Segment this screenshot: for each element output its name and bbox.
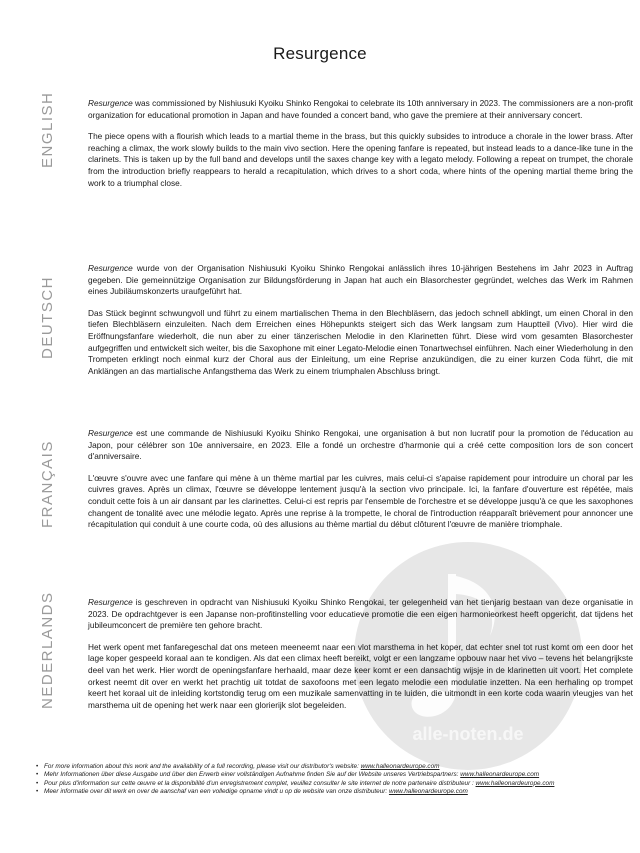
- page-title: Resurgence: [273, 44, 367, 63]
- section-francais-text: [88, 428, 633, 541]
- language-label-deutsch: DEUTSCH: [39, 275, 56, 359]
- section-deutsch-text: [88, 263, 633, 387]
- distributor-link[interactable]: www.halleonardeurope.com: [360, 763, 440, 770]
- language-label-english: ENGLISH: [39, 91, 56, 168]
- distributor-link[interactable]: www.halleonardeurope.com: [475, 779, 555, 787]
- paragraph: The piece opens with a flourish which leads to a martial theme in the brass, but this quickly subsides to introduce a chorale in the lower brass. After reaching a climax, the work slowly builds to the main vivo section. Here the opening fanfare is repeated, but instead leads to a dance-like tune in the clarinets. This is taken up by the full band and develops until the saxes change key with a legato melody. Following a repeat on trumpet, the chorale from the introduction briefly reappears to herald a recapitulation, which drives to a short coda, where hints of the opening martial theme bring the work to a triumphal close.: [88, 131, 633, 188]
- section-francais: [30, 428, 633, 588]
- section-english: [30, 91, 633, 248]
- paragraph: Das Stück beginnt schwungvoll und führt zu einem martialischen Thema in den Blechbläsern, das jedoch schnell abklingt, um einen Choral in den tiefen Blechbläsern einzuleiten. Nach dem Erreichen eines Höhepunkts steigert sich das Werk langsam zum Hauptteil (Vivo). Hier wird die Eröffnungsfanfare wiederholt, die nun aber zu einer tänzerischen Melodie in den Klarinetten führt. Diese wird vom gesamten Blasorchester aufgegriffen und entwickelt sich weiter, bis die Saxophone mit einer Legato-Melodie einen Tonartwechsel einführen. Nach einer Wiederholung in den Trompeten erklingt noch einmal kurz der Choral aus der Einleitung, um eine Reprise anzukündigen, die zu einer kurzen Coda führt, die mit Anklängen an das martialische Anfangsthema das Werk zu einem triumphalen Abschluss bringt.: [88, 307, 633, 376]
- paragraph: Resurgence is geschreven in opdracht van Nishiusuki Kyoiku Shinko Rengokai, ter gelegenheid van het tienjarig bestaan van deze organisatie in 2023. De opdrachtgever is een Japanse non-profitinstelling voor educatieve promotie die een eigen harmonieorkest heeft opgericht, dat tijdens het jubileumconcert de première ten gehore bracht.: [88, 597, 633, 631]
- watermark-text: alle-noten.de: [412, 724, 524, 744]
- paragraph: Resurgence est une commande de Nishiusuki Kyoiku Shinko Rengokai, une organisation à but non lucratif pour la promotion de l'éducation au Japon, pour célébrer son 10e anniversaire, en 2023. Elle a fondé un orchestre d'harmonie qui a créé cette composition lors de son concert d'anniversaire.: [88, 428, 633, 462]
- footnote: • Mehr Informationen über diese Ausgabe und über den Erwerb einer vollständigen Aufnahme finden Sie auf der Website unseres Vertriebspartners: www.halleonardeurope.com: [36, 771, 606, 779]
- section-nederlands: [30, 591, 633, 757]
- paragraph: Resurgence wurde von der Organisation Nishiusuki Kyoiku Shinko Rengokai anlässlich ihres 10-jährigen Bestehens im Jahr 2023 in Auftrag gegeben. Die gemeinnützige Organisation zur Bildungsförderung in Japan hat auch ein Blasorchester gegründet, welches das Werk im Rahmen eines Jubiläumskonzerts uraufgeführt hat.: [88, 263, 633, 297]
- paragraph: Resurgence was commissioned by Nishiusuki Kyoiku Shinko Rengokai to celebrate its 10th anniversary in 2023. The commissioners are a non-profit organization for educational promotion in Japan and have founded a concert band, who gave the premiere at their anniversary concert.: [88, 98, 633, 120]
- footnote: • Meer informatie over dit werk en over de aanschaf van een volledige opname vindt u op de website van onze distributeur: www.halleonardeurope.com: [36, 788, 606, 796]
- section-deutsch: [30, 263, 633, 413]
- footnote: • For more information about this work and the availability of a full recording, please visit our distributor's website: www.halleonardeurope.com: [36, 763, 606, 771]
- distributor-link[interactable]: www.halleonardeurope.com: [460, 771, 540, 779]
- section-english-text: [88, 98, 633, 199]
- language-label-nederlands: NEDERLANDS: [39, 591, 56, 709]
- section-nederlands-text: [88, 597, 633, 721]
- paragraph: Het werk opent met fanfaregeschal dat ons meteen meeneemt naar een vlot marsthema in het koper, dat echter snel tot rust komt om een door het lage koper gespeeld koraal aan te kondigen. Als dat een climax heeft bereikt, volgt er een langzame opbouw naar het vivo – tevens het belangrijkste deel van het werk. Hier wordt de openingsfanfare herhaald, maar deze keer komt er een dansachtig wijsje in de klarinetten uit voort. Het complete orkest neemt dit over en werkt het prachtig uit totdat de saxofoons met een legato melodie een modulatie inzetten. Na een herhaling op trompet keert het koraal uit de inleiding kortstondig terug om een muzikale samenvatting in te luiden, die uitmondt in een korte coda waarin vleugjes van het marsthema uit de opening het werk naar een glorierijk slot begeleiden.: [88, 641, 633, 710]
- paragraph: L'œuvre s'ouvre avec une fanfare qui mène à un thème martial par les cuivres, mais celui-ci s'apaise rapidement pour introduire un choral par les cuivres graves. Après un climax, l'œuvre se développe lentement jusqu'à la section vivo principale. Ici, la fanfare d'ouverture est répétée, mais conduit cette fois à un air dansant par les clarinettes. Celui-ci est repris par l'ensemble de l'orchestre et se développe jusqu'à ce que les saxophones changent de tonalité avec une mélodie legato. Après une reprise à la trompette, le choral de l'introduction réapparaît brièvement pour annoncer une récapitulation qui conduit à une courte coda, où des allusions au thème martial du début clôturent l'œuvre de manière triomphale.: [88, 472, 633, 530]
- footnote: • Pour plus d'information sur cette œuvre et la disponibilité d'un enregistrement complet, veuillez consulter le site internet de notre partenaire distributeur : www.halleonardeurope.com: [36, 780, 606, 788]
- distributor-link[interactable]: www.halleonardeurope.com: [388, 788, 468, 796]
- footnotes: [36, 763, 606, 797]
- language-label-francais: FRANÇAIS: [39, 440, 56, 528]
